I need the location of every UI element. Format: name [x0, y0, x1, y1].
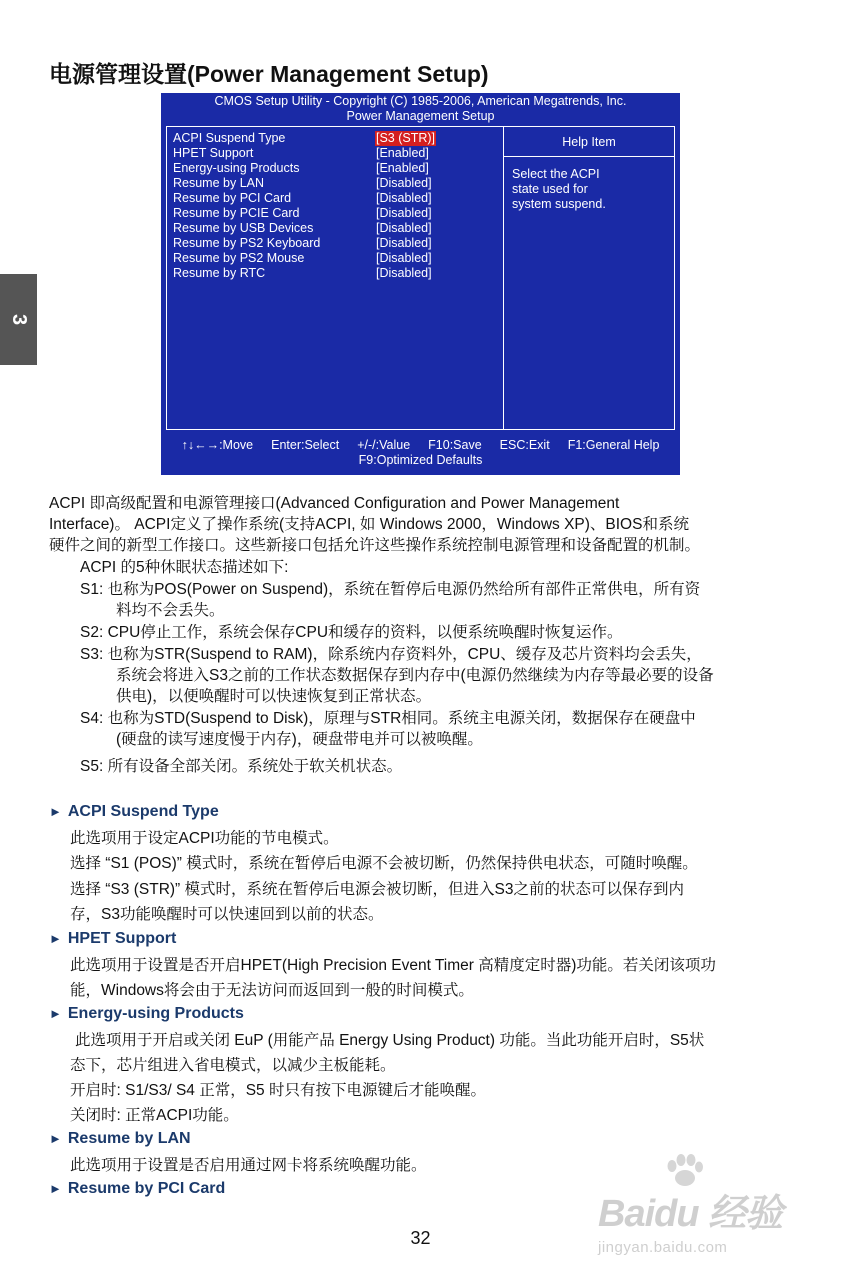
acpi-desc: 选择 “S1 (POS)” 模式时，系统在暂停后电源不会被切断，仍然保持供电状态，可随时唤醒。 [70, 855, 698, 872]
state-s3-cont: 系统会将进入S3之前的工作状态数据保存到内存中(电源仍然继续为内存等最必要的设备 [116, 667, 714, 684]
baidu-watermark [598, 1160, 798, 1270]
bios-divider [503, 127, 504, 429]
bios-main-panel [166, 126, 675, 430]
triangle-right-icon: ► [49, 1006, 62, 1021]
section-title: Energy-using Products [67, 1005, 244, 1022]
bios-item-label: Resume by PCIE Card [173, 206, 300, 220]
bios-item-energy-using-products[interactable] [173, 161, 493, 176]
chapter-tab [0, 274, 37, 365]
intro-line: Interface)。 ACPI定义了操作系统(支持ACPI, 如 Windows 2000，Windows XP)、BIOS和系统 [49, 516, 689, 533]
bios-key-legend [161, 438, 680, 452]
bios-item-acpi-suspend-type[interactable] [173, 131, 493, 146]
bios-item-value[interactable]: [Disabled] [376, 236, 432, 250]
bios-item-label: Resume by RTC [173, 266, 266, 280]
acpi-desc: 此选项用于设定ACPI功能的节电模式。 [70, 830, 339, 847]
bios-item-label: HPET Support [173, 146, 254, 160]
section-energy-using-products [49, 1005, 244, 1023]
state-s1-cont: 料均不会丢失。 [116, 602, 225, 619]
bios-item-value[interactable]: [Disabled] [376, 176, 432, 190]
bios-item-value[interactable]: [Disabled] [376, 191, 432, 205]
key-move: ↑↓←→:Move [181, 438, 254, 452]
intro-line: ACPI 即高级配置和电源管理接口(Advanced Configuration and Power Management [49, 495, 620, 512]
key-help: F1:General Help [567, 438, 660, 452]
acpi-desc: 选择 “S3 (STR)” 模式时，系统在暂停后电源会被切断，但进入S3之前的状态可以保存到内 [70, 881, 684, 898]
watermark-logo: Baidu 经验 [598, 1193, 783, 1235]
energy-desc: 此选项用于开启或关闭 EuP (用能产品 Energy Using Product) 功能。当此功能开启时，S5状 [75, 1032, 705, 1049]
bios-item-label: Resume by LAN [173, 176, 265, 190]
bios-item-resume-by-ps2-mouse[interactable] [173, 251, 493, 266]
state-s5: S5: 所有设备全部关闭。系统处于软关机状态。 [80, 758, 403, 775]
bios-item-label: Resume by PS2 Keyboard [173, 236, 321, 250]
triangle-right-icon: ► [49, 1131, 62, 1146]
help-title: Help Item [504, 127, 674, 157]
bios-item-resume-by-ps2-keyboard[interactable] [173, 236, 493, 251]
state-s3-cont: 供电)，以便唤醒时可以快速恢复到正常状态。 [116, 688, 432, 705]
key-exit: ESC:Exit [499, 438, 550, 452]
lan-desc: 此选项用于设置是否启用通过网卡将系统唤醒功能。 [70, 1157, 427, 1174]
triangle-right-icon: ► [49, 1181, 62, 1196]
hpet-desc: 能，Windows将会由于无法访问而返回到一般的时间模式。 [70, 982, 474, 999]
energy-desc: 态下，芯片组进入省电模式，以减少主板能耗。 [70, 1057, 396, 1074]
bios-item-resume-by-usb-devices[interactable] [173, 221, 493, 236]
watermark-url: jingyan.baidu.com [598, 1239, 728, 1256]
section-acpi-suspend-type [49, 803, 219, 821]
energy-desc: 开启时: S1/S3/ S4 正常，S5 时只有按下电源键后才能唤醒。 [70, 1082, 486, 1099]
bios-item-value[interactable]: [Disabled] [376, 206, 432, 220]
state-s2: S2: CPU停止工作，系统会保存CPU和缓存的资料，以便系统唤醒时恢复运作。 [80, 624, 623, 641]
help-line: state used for [512, 182, 588, 196]
bios-item-value[interactable]: [Disabled] [376, 266, 432, 280]
bios-screen-title: Power Management Setup [346, 109, 495, 123]
hpet-desc: 此选项用于设置是否开启HPET(High Precision Event Timer 高精度定时器)功能。若关闭该项功 [70, 957, 716, 974]
page-title: 电源管理设置(Power Management Setup) [49, 61, 489, 87]
bios-item-label: Resume by PS2 Mouse [173, 251, 305, 265]
bios-item-resume-by-pci-card[interactable] [173, 191, 493, 206]
state-s1: S1: 也称为POS(Power on Suspend)，系统在暂停后电源仍然给所有部件正常供电，所有资 [80, 581, 701, 598]
triangle-right-icon: ► [49, 931, 62, 946]
chapter-number: 3 [8, 313, 30, 326]
state-s4: S4: 也称为STD(Suspend to Disk)，原理与STR相同。系统主电源关闭，数据保存在硬盘中 [80, 710, 696, 727]
triangle-right-icon: ► [49, 804, 62, 819]
section-title: Resume by LAN [67, 1130, 191, 1147]
key-defaults: F9:Optimized Defaults [358, 453, 483, 467]
bios-item-label: Resume by PCI Card [173, 191, 292, 205]
bios-item-label: ACPI Suspend Type [173, 131, 286, 145]
bios-screen [161, 93, 680, 475]
bios-item-value[interactable]: [Disabled] [376, 221, 432, 235]
section-resume-by-pci-card [49, 1180, 225, 1198]
bios-item-resume-by-rtc[interactable] [173, 266, 493, 281]
page-number: 32 [410, 1228, 431, 1248]
section-title: HPET Support [67, 930, 177, 947]
intro-line: ACPI 的5种休眠状态描述如下: [80, 559, 289, 576]
help-line: Select the ACPI [512, 167, 600, 181]
section-title: ACPI Suspend Type [67, 803, 219, 820]
state-s4-cont: (硬盘的读写速度慢于内存)，硬盘带电并可以被唤醒。 [116, 731, 483, 748]
paw-icon [664, 1154, 704, 1188]
bios-item-label: Resume by USB Devices [173, 221, 314, 235]
bios-item-value[interactable]: [Disabled] [376, 251, 432, 265]
state-s3: S3: 也称为STR(Suspend to RAM)，除系统内存资料外，CPU、缓存及芯片资料均会丢失， [80, 646, 702, 663]
bios-item-resume-by-pcie-card[interactable] [173, 206, 493, 221]
key-save: F10:Save [428, 438, 482, 452]
energy-desc: 关闭时: 正常ACPI功能。 [70, 1107, 239, 1124]
intro-line: 硬件之间的新型工作接口。这些新接口包括允许这些操作系统控制电源管理和设备配置的机制。 [49, 537, 701, 554]
bios-item-hpet-support[interactable] [173, 146, 493, 161]
key-value: +/-/:Value [357, 438, 411, 452]
section-title: Resume by PCI Card [67, 1180, 226, 1197]
help-text [512, 167, 667, 212]
bios-item-label: Energy-using Products [173, 161, 300, 175]
bios-item-value[interactable]: [Enabled] [376, 146, 429, 160]
bios-item-value-selected[interactable]: [S3 (STR)] [376, 131, 436, 145]
section-hpet-support [49, 930, 176, 948]
acpi-desc: 存，S3功能唤醒时可以快速回到以前的状态。 [70, 906, 384, 923]
bios-item-value[interactable]: [Enabled] [376, 161, 429, 175]
section-resume-by-lan [49, 1130, 191, 1148]
key-select: Enter:Select [271, 438, 340, 452]
bios-copyright: CMOS Setup Utility - Copyright (C) 1985-2006, American Megatrends, Inc. [214, 94, 627, 108]
help-line: system suspend. [512, 197, 606, 211]
bios-item-resume-by-lan[interactable] [173, 176, 493, 191]
